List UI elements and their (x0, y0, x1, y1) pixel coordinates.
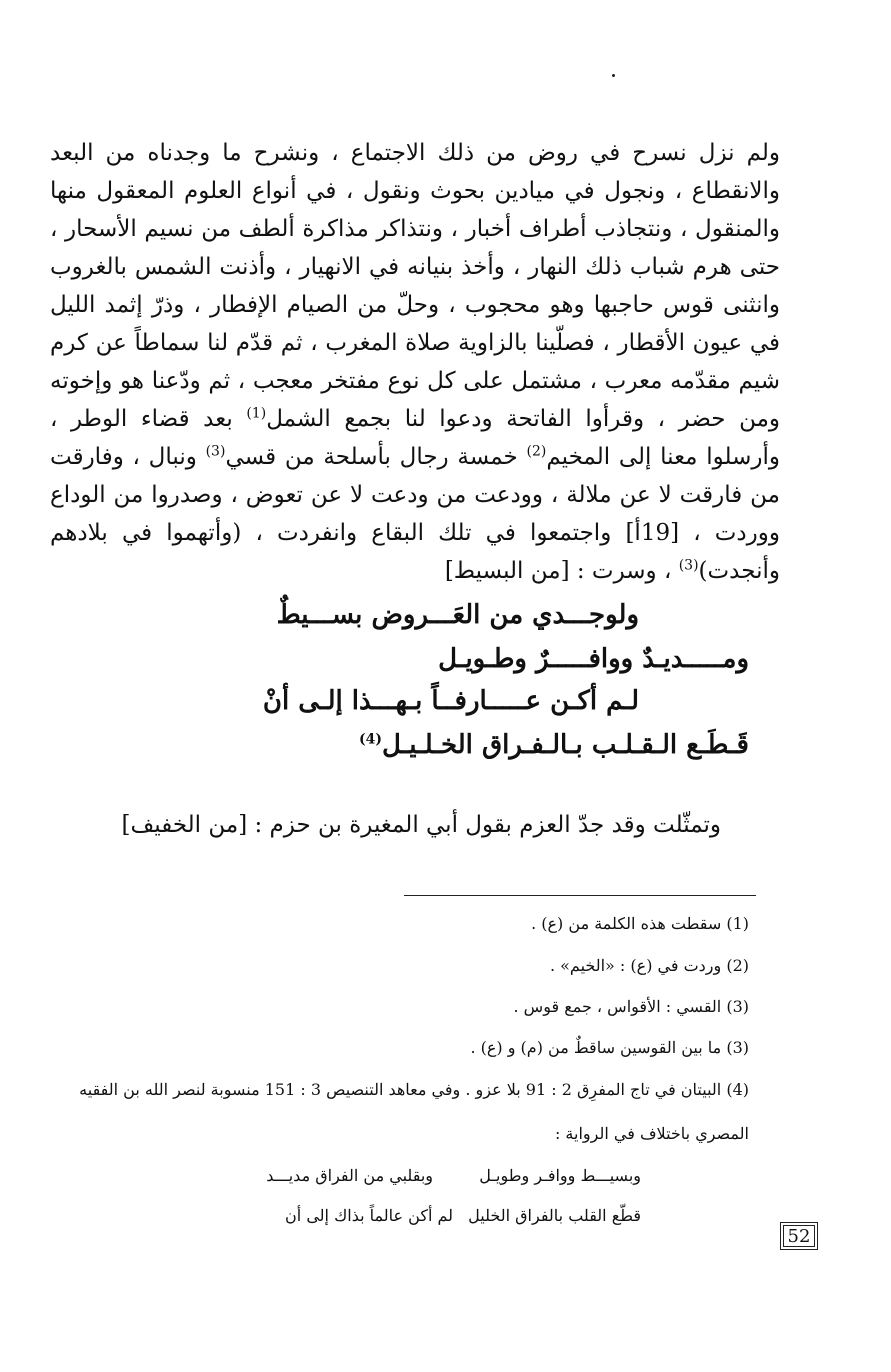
footnote-verse-1-first: وبقلبي من الفراق مديـــد (266, 1166, 433, 1185)
footnote-4-continuation: المصري باختلاف في الرواية : (554, 1124, 749, 1143)
poem-line-3: لـم أكـن عـــــارفــاً بـهـــذا إلـى أنْ (262, 686, 639, 716)
footnote-ref: (3) (205, 443, 226, 460)
paragraph-text: ولم نزل نسرح في روض من ذلك الاجتماع ، ونشرح ما وجدناه من البعد والانقطاع ، ونجول في ميادين بحوث ونقول ، في أنواع العلوم المعقول منها والمنقول ، ونتجاذب أطراف أخبار ، ونتذاكر مذاكرة ألطف من نسيم الأسحار ، حتى هرم شباب ذلك النهار ، وأخذ بنيانه في الانهيار ، وأذنت الشمس بالغروب وانثنى قوس حاجبها وهو محجوب ، وحلّ من الصيام الإفطار ، وذرّ إثمد الليل في عيون الأقطار ، فصلّينا بالزاوية صلاة المغرب ، ثم قدّم لنا سماطاً عن كرم شيم مقدّمه معرب ، مشتمل على كل نوع مفتخر معجب ، ثم ودّعنا هو وإخوته ومن حضر ، وقرأوا الفاتحة ودعوا لنا بجمع الشمل (50, 140, 780, 432)
paragraph-text: بعد قضاء الوطر ، وأرسلوا معنا إلى المخيم (50, 406, 780, 470)
paragraph-text: ، وسرت : [من البسيط] (444, 558, 679, 584)
footnote-4: (4) البيتان في تاج المفرِق 2 : 91 بلا عزو . وفي معاهد التنصيص 3 : 151 منسوبة لنصر الله بن الفقيه (79, 1080, 749, 1099)
footnote-separator (404, 895, 756, 896)
footnote-ref: (3) (678, 557, 699, 574)
poem-line-4 (359, 730, 749, 760)
footnote-3: (3) القسي : الأقواس ، جمع قوس . (513, 997, 749, 1016)
footnote-verse-2-first: لم أكن عالماً بذاك إلى أن (285, 1206, 453, 1225)
paragraph-text: ونبال ، وفارقت من فارقت لا عن ملالة ، وودعت من ودعت لا عن تعوض ، وصدروا من الوداع ووردت ، [19أ] واجتمعوا في تلك البقاع وانفردت ، (وأتهموا في بلادهم وأنجدت) (50, 444, 780, 584)
footnote-verse-1-second: وبسيـــط ووافـر وطويـل (479, 1166, 641, 1185)
footnote-3b: (3) ما بين القوسين ساقطٌ من (م) و (ع) . (470, 1038, 749, 1057)
footnote-ref: (2) (526, 443, 547, 460)
poem-line-2: ومـــــديـدٌ ووافـــــرٌ وطـويـل (438, 644, 749, 674)
poem-line-1: ولوجـــدي من العَـــروض بســـيطٌ (276, 600, 639, 630)
main-paragraph (50, 134, 780, 590)
footnote-ref: (1) (246, 405, 267, 422)
footnote-verse-2-second: قطّع القلب بالفراق الخليل (468, 1206, 641, 1225)
page-number-box (780, 1222, 818, 1250)
ink-speck (612, 74, 615, 77)
footnote-ref: (4) (358, 731, 382, 748)
footnote-1: (1) سقطت هذه الكلمة من (ع) . (531, 914, 749, 933)
poem-text: قَـطَـع الـقـلـب بـالـفـراق الخـلـيـل (381, 730, 749, 760)
verse-introduction: وتمثّلت وقد جدّ العزم بقول أبي المغيرة بن حزم : [من الخفيف] (121, 812, 721, 838)
paragraph-text: خمسة رجال بأسلحة من قسي (225, 444, 527, 470)
footnote-2: (2) وردت في (ع) : «الخيم» . (549, 956, 749, 975)
page-number: 52 (783, 1225, 815, 1247)
